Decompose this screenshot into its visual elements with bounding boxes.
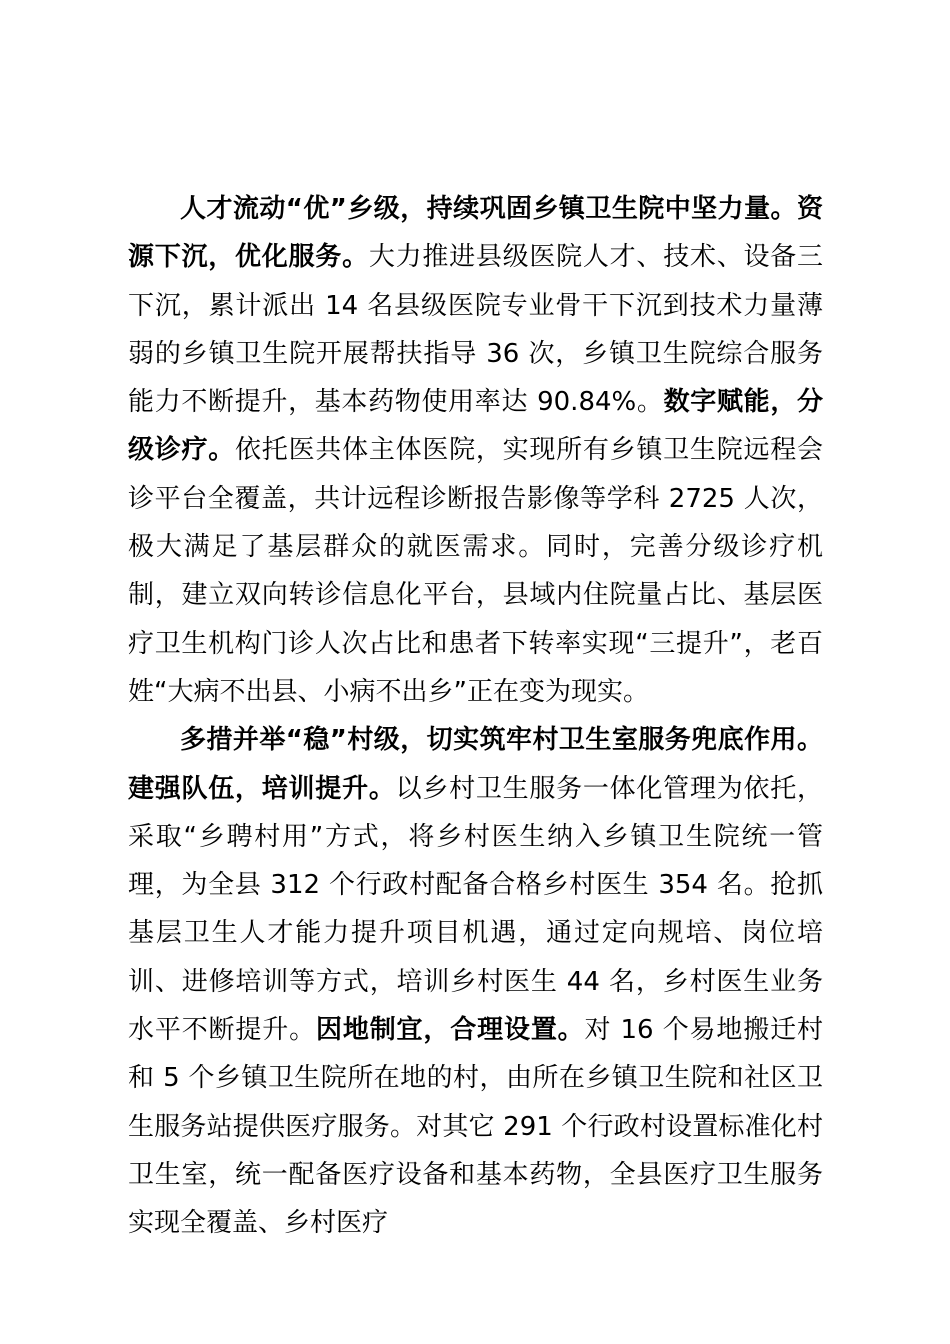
paragraph-heading: 人才流动“优”乡级，持续巩固乡镇卫生院中坚力量。 (180, 194, 797, 224)
subheading-digital-empowerment: 数字赋能，分级诊疗。 (128, 387, 823, 466)
paragraph-heading: 多措并举“稳”村级，切实筑牢村卫生室服务兜底作用。 (180, 725, 823, 756)
paragraph-township-level (128, 185, 823, 716)
body-text: 对 16 个易地搬迁村和 5 个乡镇卫生院所在地的村，由所在乡镇卫生院和社区卫生服务站提供医疗服务。对其它 291 个行政村设置标准化村卫生室，统一配备医疗设备和基本药物，全县医疗卫生服务实现全覆盖、乡村医疗 (128, 1015, 823, 1239)
subheading-local-conditions: 因地制宜，合理设置。 (315, 1015, 585, 1046)
document-body (128, 185, 823, 1248)
subheading-team-building: 建强队伍，培训提升。 (128, 773, 396, 804)
body-text: 大力推进县级医院人才、技术、设备三下沉，累计派出 14 名县级医院专业骨干下沉到技术力量薄弱的乡镇卫生院开展帮扶指导 36 次，乡镇卫生院综合服务能力不断提升，基本药物使用率达 90.84%。 (128, 242, 823, 418)
paragraph-village-level (128, 716, 823, 1247)
subheading-resource-sinking: 资源下沉，优化服务。 (128, 194, 823, 273)
body-text: 以乡村卫生服务一体化管理为依托，采取“乡聘村用”方式，将乡村医生纳入乡镇卫生院统一管理，为全县 312 个行政村配备合格乡村医生 354 名。抢抓基层卫生人才能力提升项目机遇，通过定向规培、岗位培训、进修培训等方式，培训乡村医生 44 名，乡村医生业务水平不断提升。 (128, 773, 823, 1046)
body-text: 依托医共体主体医院，实现所有乡镇卫生院远程会诊平台全覆盖，共计远程诊断报告影像等学科 2725 人次，极大满足了基层群众的就医需求。同时，完善分级诊疗机制，建立双向转诊信息化平台，县域内住院量占比、基层医疗卫生机构门诊人次占比和患者下转率实现“三提升”，老百姓“大病不出县、小病不出乡”正在变为现实。 (128, 435, 823, 707)
